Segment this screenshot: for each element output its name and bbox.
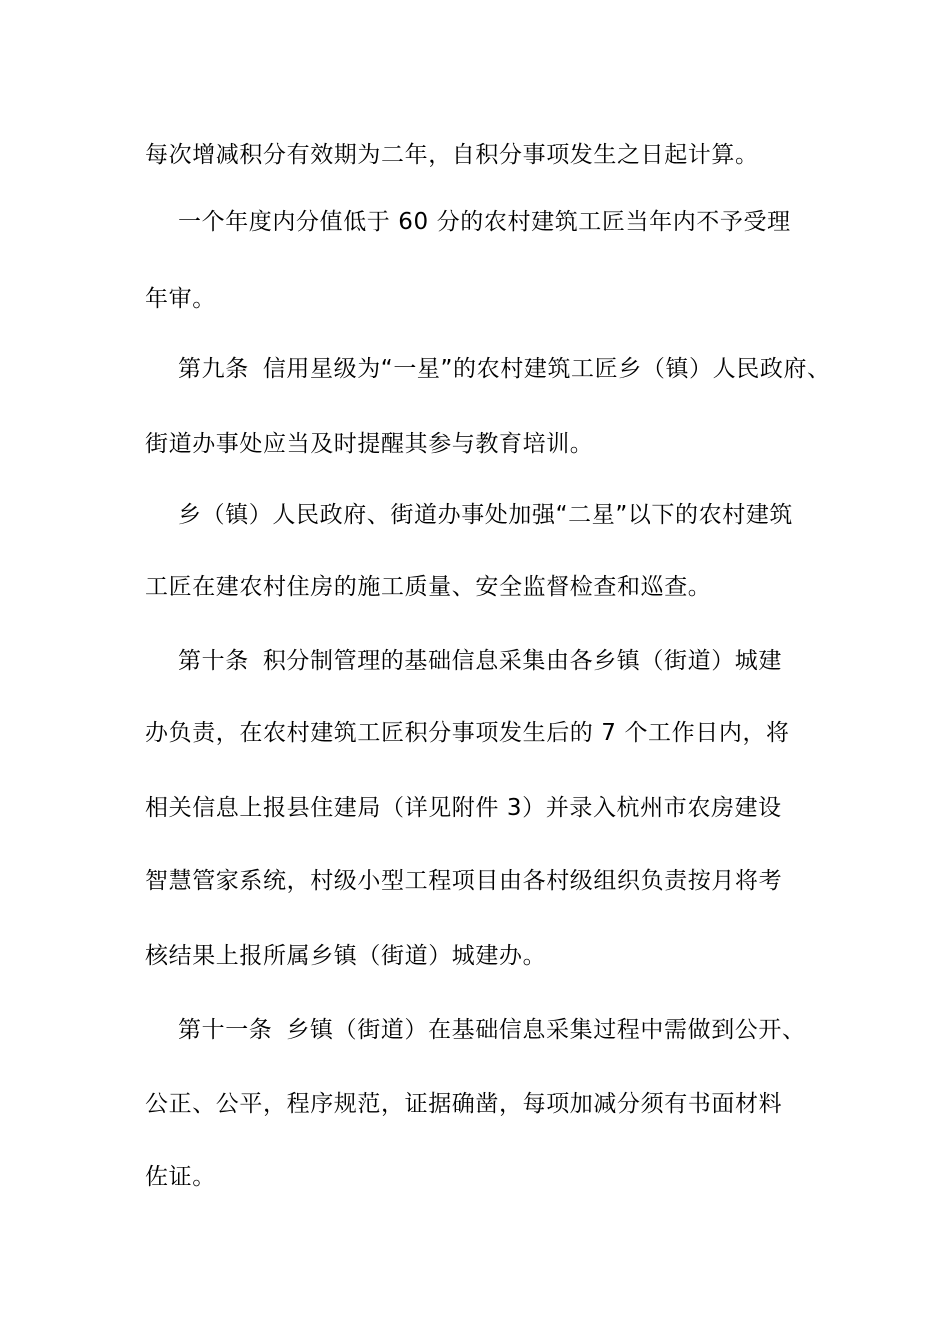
text-line [145,866,815,896]
article-number: 第十一条 [178,1017,273,1043]
text-line [145,429,815,459]
article-number: 第十条 [178,648,249,674]
text-line [145,793,815,823]
article-10-line [178,646,848,676]
article-11-line [178,1015,848,1045]
text-line [178,207,848,237]
text-line [178,500,848,530]
line-text: 工匠在建农村住房的施工质量、安全监督检查和巡查。 [145,574,712,600]
line-text: 年审。 [145,286,216,312]
text-line [145,718,815,748]
line-text: 公正、公平，程序规范，证据确凿，每项加减分须有书面材料 [145,1091,783,1117]
line-text: 乡镇（街道）在基础信息采集过程中需做到公开、 [286,1017,806,1043]
line-text: 信用星级为“一星”的农村建筑工匠乡（镇）人民政府、 [262,356,831,382]
text-line [145,1089,815,1119]
line-text: 核结果上报所属乡镇（街道）城建办。 [145,943,547,969]
line-text: 积分制管理的基础信息采集由各乡镇（街道）城建 [262,648,783,674]
article-number: 第九条 [178,356,249,382]
article-9-line [178,354,848,384]
line-text: 每次增减积分有效期为二年，自积分事项发生之日起计算。 [145,142,759,168]
text-line [145,284,815,314]
line-text: 佐证。 [145,1164,216,1190]
line-text: 乡（镇）人民政府、街道办事处加强“二星”以下的农村建筑 [178,502,794,528]
text-line [145,572,815,602]
line-text: 街道办事处应当及时提醒其参与教育培训。 [145,431,594,457]
line-text: 智慧管家系统，村级小型工程项目由各村级组织负责按月将考 [145,868,783,894]
line-text: 办负责，在农村建筑工匠积分事项发生后的 7 个工作日内，将 [145,720,790,746]
line-text: 一个年度内分值低于 60 分的农村建筑工匠当年内不予受理 [178,209,791,235]
text-line [145,941,815,971]
text-line [145,140,815,170]
text-line [145,1162,815,1192]
line-text: 相关信息上报县住建局（详见附件 3）并录入杭州市农房建设 [145,795,782,821]
